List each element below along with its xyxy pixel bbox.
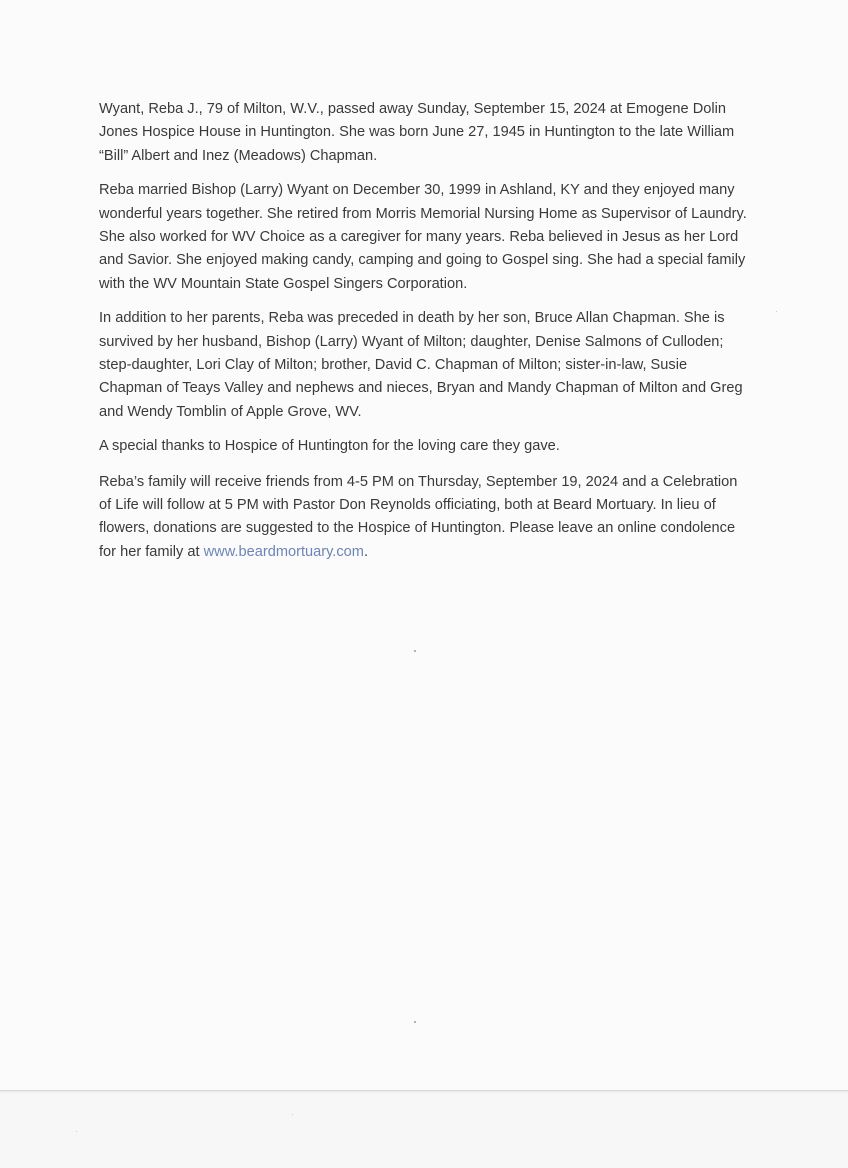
- obituary-paragraph-intro: Wyant, Reba J., 79 of Milton, W.V., passed away Sunday, September 15, 2024 at Emogene Dolin Jones Hospice House in Huntington. She was born June 27, 1945 in Huntington to the late William “Bill” Albert and Inez (Meadows) Chapman.: [99, 101, 735, 164]
- obituary-paragraph-services: [99, 471, 749, 564]
- services-text: Reba’s family will receive friends from 4-5 PM on Thursday, September 19, 2024 and a Celebration of Life will follow at 5 PM with Pastor Don Reynolds officiating, both at Beard Mortuary. In lieu of flowers, donations are suggested to the Hospice of Huntington. Please leave an online condolence for her family at: [99, 473, 738, 560]
- services-end-punctuation: .: [363, 543, 368, 560]
- obituary-text: [99, 98, 749, 575]
- beard-mortuary-link[interactable]: www.beardmortuary.com: [203, 543, 364, 560]
- page-edge-shadow: [0, 1091, 848, 1094]
- obituary-paragraph-thanks: A special thanks to Hospice of Huntington for the loving care they gave.: [99, 438, 560, 455]
- scan-speck: [414, 650, 416, 652]
- scan-speck: [292, 1114, 293, 1115]
- obituary-paragraph-family: In addition to her parents, Reba was preceded in death by her son, Bruce Allan Chapman. She is survived by her husband, Bishop (Larry) Wyant of Milton; daughter, Denise Salmons of Culloden; step-daughter, Lori Clay of Milton; brother, David C. Chapman of Milton; sister-in-law, Susie Chapman of Teays Valley and nephews and nieces, Bryan and Mandy Chapman of Milton and Greg and Wendy Tomblin of Apple Grove, WV.: [99, 310, 743, 420]
- scan-speck: [776, 311, 777, 312]
- obituary-paragraph-life: Reba married Bishop (Larry) Wyant on December 30, 1999 in Ashland, KY and they enjoyed many wonderful years together. She retired from Morris Memorial Nursing Home as Supervisor of Laundry. She also worked for WV Choice as a caregiver for many years. Reba believed in Jesus as her Lord and Savior. She enjoyed making candy, camping and going to Gospel sing. She had a special family with the WV Mountain State Gospel Singers Corporation.: [99, 182, 747, 292]
- scan-speck: [414, 1021, 416, 1023]
- scan-speck: [76, 1131, 77, 1132]
